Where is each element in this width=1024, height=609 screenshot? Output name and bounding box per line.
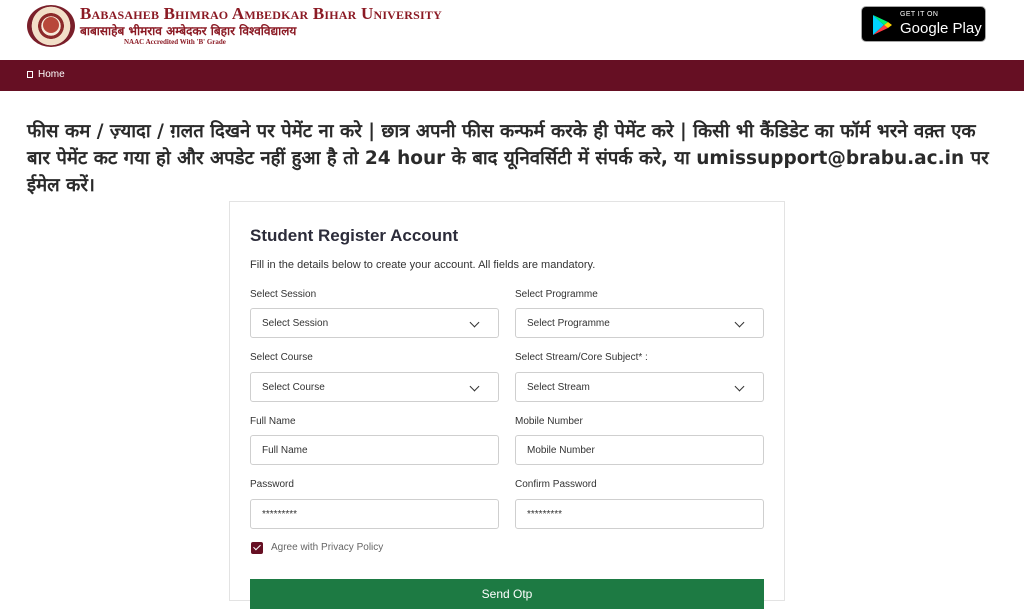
chevron-down-icon	[735, 318, 745, 328]
mobile-placeholder: Mobile Number	[527, 444, 595, 456]
register-card	[229, 201, 785, 601]
password-input[interactable]	[250, 499, 499, 529]
nav-home-link[interactable]	[27, 69, 65, 80]
university-name: Babasaheb Bhimrao Ambedkar Bihar University	[80, 4, 442, 23]
google-play-icon	[871, 14, 893, 36]
google-play-badge[interactable]	[861, 6, 986, 42]
mobile-input[interactable]	[515, 435, 764, 465]
stream-label: Select Stream/Core Subject* :	[515, 352, 648, 363]
course-select[interactable]	[250, 372, 499, 402]
form-description: Fill in the details below to create your account. All fields are mandatory.	[250, 259, 596, 271]
form-title: Student Register Account	[250, 226, 459, 245]
password-label: Password	[250, 479, 294, 490]
confirm-password-label: Confirm Password	[515, 479, 597, 490]
chevron-down-icon	[470, 318, 480, 328]
course-select-value: Select Course	[262, 381, 325, 393]
programme-label: Select Programme	[515, 289, 598, 300]
accreditation-text: NAAC Accredited With 'B' Grade	[124, 38, 226, 46]
send-otp-button[interactable]: Send Otp	[250, 579, 764, 609]
store-badge-big-text: Google Play	[900, 20, 982, 37]
confirm-password-input[interactable]	[515, 499, 764, 529]
full-name-input[interactable]	[250, 435, 499, 465]
privacy-checkbox-label: Agree with Privacy Policy	[271, 542, 384, 553]
chevron-down-icon	[735, 382, 745, 392]
privacy-checkbox[interactable]	[251, 542, 263, 554]
confirm-password-value: *********	[527, 508, 563, 520]
store-badge-small-text: GET IT ON	[900, 11, 939, 18]
university-seal-icon[interactable]	[27, 5, 75, 47]
top-navbar	[0, 60, 1024, 91]
nav-home-label: Home	[38, 69, 65, 80]
programme-select-value: Select Programme	[527, 317, 610, 329]
password-value: *********	[262, 508, 298, 520]
stream-select[interactable]	[515, 372, 764, 402]
course-label: Select Course	[250, 352, 313, 363]
full-name-label: Full Name	[250, 416, 296, 427]
fee-notice: फीस कम / ज़्यादा / ग़लत दिखने पर पेमेंट ना करे | छात्र अपनी फीस कन्फर्म करके ही पेमेंट करे | किसी भी कैंडिडेट का फॉर्म भरने वक़्त एक बार पेमेंट कट गया हो और अपडेट नहीं हुआ है तो 24 hour के बाद यूनिवर्सिटी में संपर्क करे, या umissupport@brabu.ac.in पर ईमेल करें।	[27, 121, 989, 196]
university-name-hindi: बाबासाहेब भीमराव अम्बेदकर बिहार विश्वविद्यालय	[80, 24, 297, 38]
session-select[interactable]	[250, 308, 499, 338]
mobile-label: Mobile Number	[515, 416, 583, 427]
full-name-placeholder: Full Name	[262, 444, 308, 456]
site-header	[0, 0, 1024, 60]
programme-select[interactable]	[515, 308, 764, 338]
session-label: Select Session	[250, 289, 317, 300]
session-select-value: Select Session	[262, 317, 329, 329]
home-icon	[27, 71, 33, 78]
chevron-down-icon	[470, 382, 480, 392]
stream-select-value: Select Stream	[527, 381, 590, 393]
